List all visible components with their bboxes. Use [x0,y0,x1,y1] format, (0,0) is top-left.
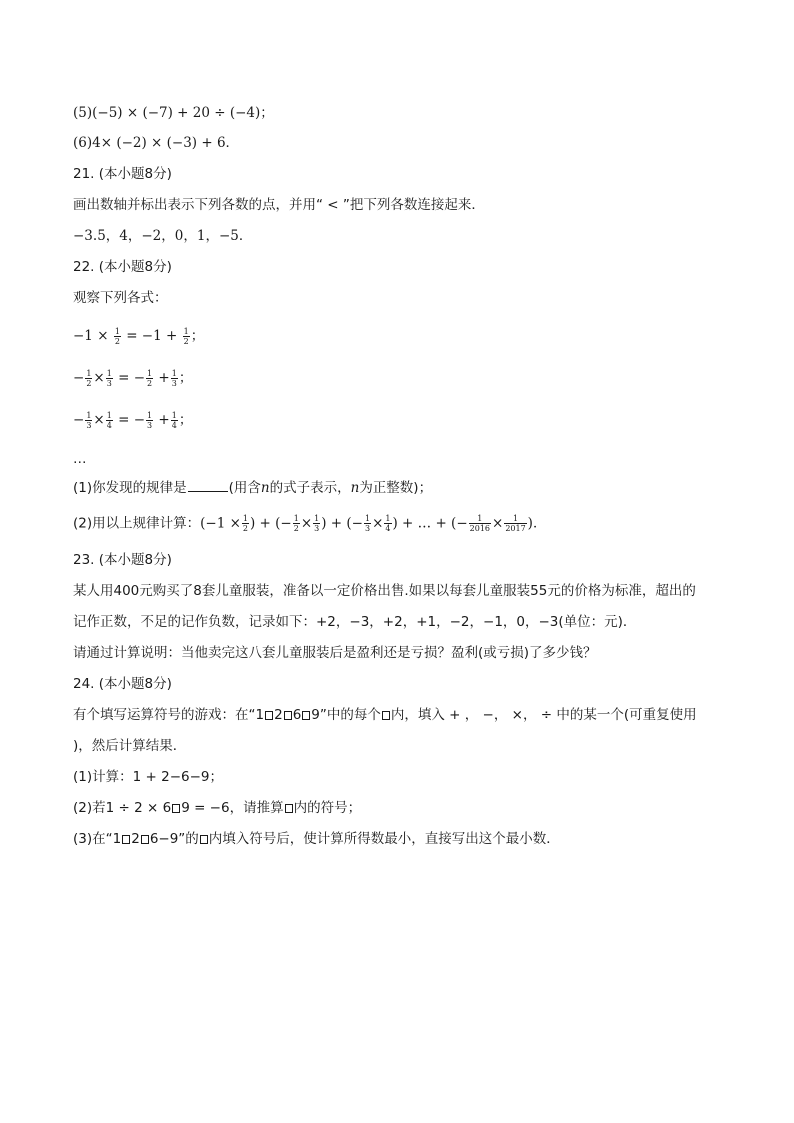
var-n: n [260,480,270,496]
q21-text: 画出数轴并标出表示下列各数的点，并用“ < ”把下列各数连接起来． [73,197,485,213]
q24-part3-b: 2 [131,831,140,847]
eq2-end: ； [178,370,193,386]
fraction: $\frac{1}{2}$ [183,327,189,346]
eq3-times: × [93,412,105,428]
q23-line2: 记作正数，不足的记作负数，记录如下：+2，−3，+2，+1，−2，−1，0，−3(单位：元)． [73,614,637,630]
q22-eq1 [73,327,734,349]
blank-box-icon [172,804,180,813]
var-n: n [350,480,360,496]
q24-line1-c: 6 [292,707,302,723]
fraction: $\frac{1}{2}$ [242,514,248,533]
part1-end: 为正整数)； [359,480,433,496]
q24-part3 [73,830,734,852]
part1-after: (用含 [228,480,261,496]
fraction: $\frac{1}{3}$ [106,369,112,388]
q23-line3: 请通过计算说明：当他卖完这八套儿童服装后是盈利还是亏损？盈利(或亏损)了多少钱？ [73,645,597,661]
eq3-mid: = − [118,412,146,428]
q22-header: 22. (本小题8分) [73,259,172,275]
q24-part3-c: 6−9”的 [149,831,199,847]
q24-line1-e: 内，填入 + ， −， ×， ÷ 中的某一个(可重复使用 [390,707,697,723]
term4-close: )． [527,515,547,532]
eq3-end: ； [178,412,193,428]
blank-box-icon [200,835,208,844]
q21-header: 21. (本小题8分) [73,166,172,182]
fraction: $\frac{1}{2016}$ [469,514,490,533]
q23-header: 23. (本小题8分) [73,552,172,568]
eq3-lead: − [73,412,85,428]
q22-ellipsis: … [73,451,87,467]
q24-part1: (1)计算：1 + 2−6−9； [73,769,223,785]
q24-part2-c: 内的符号； [293,800,362,816]
eq1-end: ； [190,328,205,344]
q24-header: 24. (本小题8分) [73,676,172,692]
q24-line1-d: 9”中的每个 [311,707,381,723]
term3-times: × [372,515,384,532]
q24-line1-b: 2 [274,707,283,723]
eq1-mid: = −1 + [126,328,178,344]
term2-close: ) + (− [321,515,363,532]
blank-box-icon [302,711,310,720]
term3-close: ) + … + (− [392,515,468,532]
q24-line2: )，然后计算结果． [73,738,187,754]
q20-item5: (5)(−5) × (−7) + 20 ÷ (−4)； [73,105,274,121]
term1-close: ) + (− [250,515,292,532]
q22-part2 [73,514,734,536]
q24-part2-a: (2)若1 ÷ 2 × 6 [73,800,172,816]
q24-part2 [73,799,734,821]
fraction: $\frac{1}{4}$ [385,514,391,533]
blank-box-icon [265,711,273,720]
fraction: $\frac{1}{3}$ [314,514,320,533]
q24-line1 [73,706,734,728]
q22-eq3 [73,411,734,433]
part1-before: (1)你发现的规律是 [73,480,187,496]
fraction: $\frac{1}{3}$ [147,411,153,430]
term2-times: × [300,515,313,532]
blank-box-icon [284,711,292,720]
fraction: $\frac{1}{2}$ [86,369,92,388]
eq2-times: × [93,370,105,386]
q22-eq2 [73,369,734,391]
term4-times: × [492,515,504,532]
q22-part1 [73,479,734,501]
fraction: $\frac{1}{3}$ [365,514,371,533]
q20-item6: (6)4× (−2) × (−3) + 6． [73,135,240,151]
q22-intro: 观察下列各式： [73,290,168,306]
blank-box-icon [382,711,390,720]
answer-blank[interactable] [188,479,228,492]
fraction: $\frac{1}{2017}$ [505,514,526,533]
eq3-plus: + [158,412,170,428]
q24-line1-a: 有个填写运算符号的游戏：在“1 [73,707,265,723]
fraction: $\frac{1}{2}$ [114,327,120,346]
fraction: $\frac{1}{3}$ [86,411,92,430]
eq2-lead: − [73,370,85,386]
eq1-lead: −1 × [73,328,109,344]
part1-mid: 的式子表示， [269,480,351,496]
blank-box-icon [122,835,130,844]
eq2-mid: = − [118,370,146,386]
fraction: $\frac{1}{4}$ [171,411,177,430]
q24-part3-a: (3)在“1 [73,831,122,847]
term1-open: (−1 × [200,515,241,532]
fraction: $\frac{1}{3}$ [171,369,177,388]
q21-numbers: −3.5，4，−2，0，1，−5． [73,228,253,244]
part2-prefix: (2)用以上规律计算： [73,515,201,532]
fraction: $\frac{1}{2}$ [147,369,153,388]
q23-line1: 某人用400元购买了8套儿童服装，准备以一定价格出售.如果以每套儿童服装55元的价格为标准，超出的 [73,583,696,599]
q24-part2-b: 9 = −6，请推算 [181,800,284,816]
eq2-plus: + [158,370,170,386]
fraction: $\frac{1}{2}$ [293,514,299,533]
q24-part3-d: 内填入符号后，使计算所得数最小，直接写出这个最小数． [208,831,560,847]
blank-box-icon [141,835,149,844]
fraction: $\frac{1}{4}$ [106,411,112,430]
blank-box-icon [285,804,293,813]
